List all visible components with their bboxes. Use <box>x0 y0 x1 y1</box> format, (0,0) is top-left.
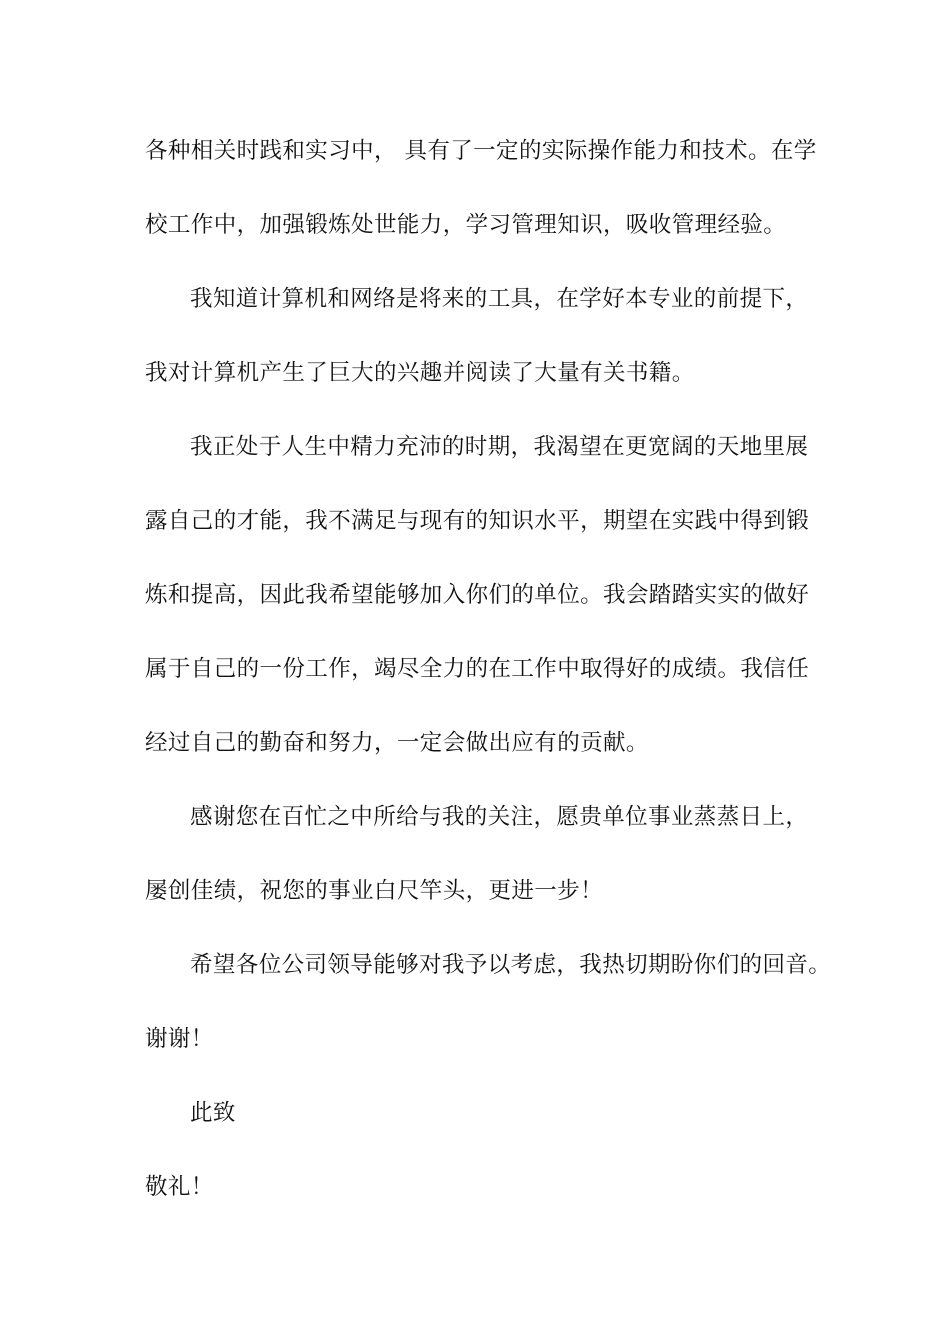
closing-line: 此致 <box>190 1100 236 1126</box>
paragraph-line: 希望各位公司领导能够对我予以考虑，我热切期盼你们的回音。 <box>190 952 832 978</box>
paragraph-line: 炼和提高，因此我希望能够加入你们的单位。我会踏踏实实的做好 <box>145 582 810 608</box>
paragraph-line: 我对计算机产生了巨大的兴趣并阅读了大量有关书籍。 <box>145 360 695 386</box>
paragraph-line: 谢谢！ <box>145 1026 214 1052</box>
paragraph-line: 属于自己的一份工作，竭尽全力的在工作中取得好的成绩。我信任 <box>145 656 810 682</box>
paragraph-line: 校工作中，加强锻炼处世能力，学习管理知识，吸收管理经验。 <box>145 212 787 238</box>
paragraph-line: 我正处于人生中精力充沛的时期，我渴望在更宽阔的天地里展 <box>190 434 809 460</box>
paragraph-line: 露自己的才能，我不满足与现有的知识水平，期望在实践中得到锻 <box>145 508 810 534</box>
paragraph-line: 感谢您在百忙之中所给与我的关注，愿贵单位事业蒸蒸日上， <box>190 804 809 830</box>
paragraph-line: 我知道计算机和网络是将来的工具，在学好本专业的前提下， <box>190 286 809 312</box>
paragraph-line: 各种相关时践和实习中， 具有了一定的实际操作能力和技术。在学 <box>145 138 817 164</box>
closing-line: 敬礼！ <box>145 1174 214 1200</box>
paragraph-line: 经过自己的勤奋和努力，一定会做出应有的贡献。 <box>145 730 649 756</box>
paragraph-line: 屡创佳绩，祝您的事业白尺竿头，更进一步！ <box>145 878 604 904</box>
